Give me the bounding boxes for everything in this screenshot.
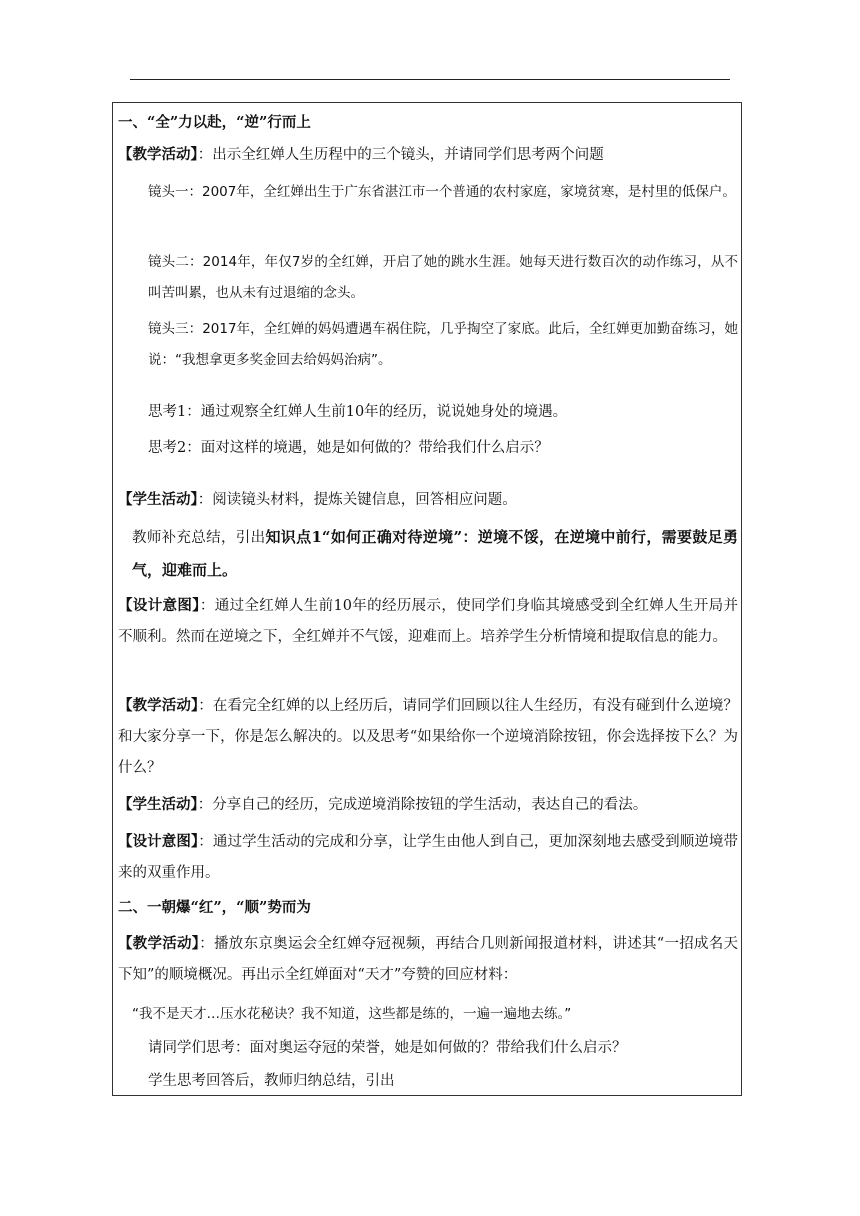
think1: 思考1：通过观察全红婵人生前10年的经历，说说她身处的境遇。 [148,404,568,420]
activity1: 【教学活动】：出示全红婵人生历程中的三个镜头，并请同学们思考两个问题 [118,146,604,163]
shot2: 镜头二：2014年，年仅7岁的全红婵，开启了她的跳水生涯。她每天进行数百次的动作练习，从不叫苦叫累，也从未有过退缩的念头。 [148,254,738,301]
design-intent1: 【设计意图】：通过全红婵人生前10年的经历展示，使同学们身临其境感受到全红婵人生开局并不顺利。然而在逆境之下，全红婵并不气馁，迎难而上。培养学生分析情境和提取信息的能力。 [118,597,738,645]
section2-heading: 二、一朝爆“红”，“顺”势而为 [118,899,311,916]
quote: “我不是天才…压水花秘诀？我不知道，这些都是练的，一遍一遍地去练。” [132,1006,572,1022]
shot1: 镜头一：2007年，全红婵出生于广东省湛江市一个普通的农村家庭，家境贫寒，是村里的低保户。 [148,184,736,200]
student-activity1: 【学生活动】：阅读镜头材料，提炼关键信息，回答相应问题。 [118,491,517,508]
section1-heading: 一、“全”力以赴，“逆”行而上 [118,114,311,131]
question: 请同学们思考：面对奥运夺冠的荣誉，她是如何做的？带给我们什么启示？ [148,1040,627,1056]
design-intent2: 【设计意图】：通过学生活动的完成和分享，让学生由他人到自己，更加深刻地去感受到顺逆境带来的双重作用。 [118,833,739,881]
think2: 思考2：面对这样的境遇，她是如何做的？带给我们什么启示？ [148,440,549,456]
activity3: 【教学活动】：播放东京奥运会全红婵夺冠视频，再结合几则新闻报道材料，讲述其“一招成名天下知”的顺境概况。再出示全红婵面对“天才”夸赞的回应材料： [118,935,738,983]
header-rule [130,79,730,80]
shot3: 镜头三：2017年，全红婵的妈妈遭遇车祸住院，几乎掏空了家底。此后，全红婵更加勤奋练习，她说：“我想拿更多奖金回去给妈妈治病”。 [148,321,738,368]
activity2: 【教学活动】：在看完全红婵的以上经历后，请同学们回顾以往人生经历，有没有碰到什么逆境？和大家分享一下，你是怎么解决的。以及思考“如果给你一个逆境消除按钮，你会选择按下么？为什么？ [118,697,739,776]
after-summary: 学生思考回答后，教师归纳总结，引出 [148,1073,395,1089]
student-activity2: 【学生活动】：分享自己的经历，完成逆境消除按钮的学生活动，表达自己的看法。 [118,796,648,813]
teacher-summary: 教师补充总结，引出知识点1“如何正确对待逆境”：逆境不馁，在逆境中前行，需要鼓足勇气，迎难而上。 [132,528,738,579]
